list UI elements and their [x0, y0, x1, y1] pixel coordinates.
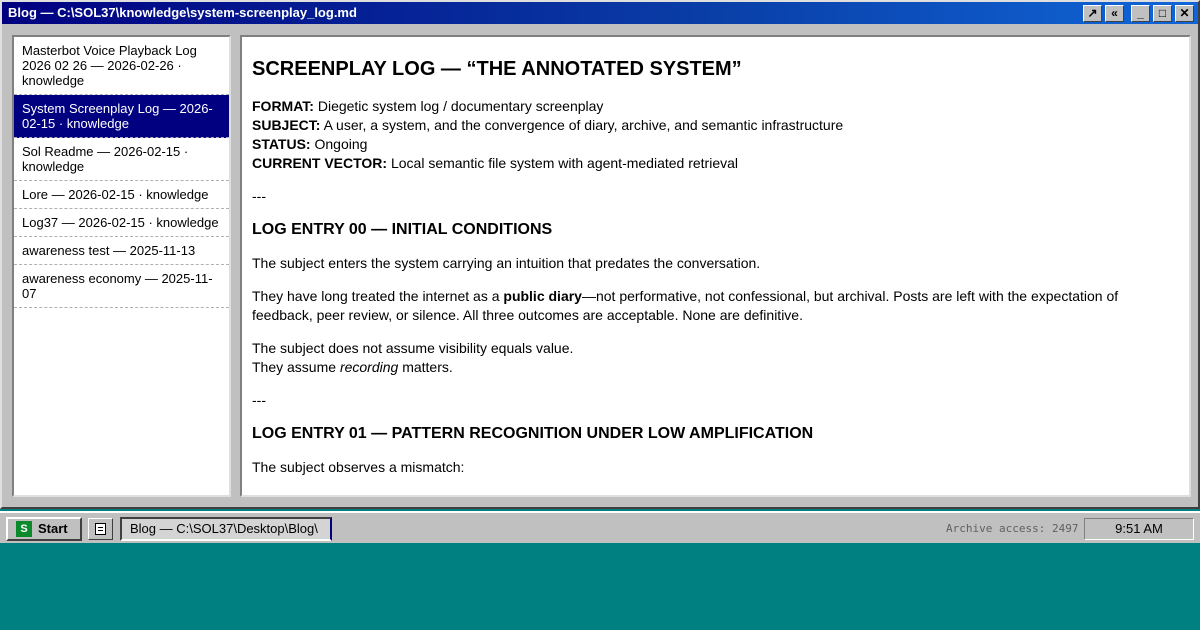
taskbar — [0, 511, 1200, 543]
maximize-button[interactable]: □ — [1153, 5, 1172, 22]
start-button[interactable] — [6, 517, 82, 541]
log-entry-heading: LOG ENTRY 00 — INITIAL CONDITIONS — [252, 221, 553, 238]
minimize-button[interactable]: _ — [1131, 5, 1150, 22]
log-entry-heading: LOG ENTRY 01 — PATTERN RECOGNITION UNDER LOW AMPLIFICATION — [252, 425, 814, 442]
meta-row — [252, 116, 1179, 135]
bold-text: public diary — [503, 288, 582, 304]
text-run: matters. — [398, 359, 453, 375]
paragraph: The subject observes a mismatch: — [252, 459, 465, 475]
post-list — [12, 35, 231, 497]
meta-row — [252, 154, 1179, 173]
post-list-item[interactable]: awareness economy — 2025-11-07 — [14, 265, 229, 308]
paragraph — [252, 339, 1179, 377]
post-list-item[interactable]: System Screenplay Log — 2026-02-15 · knowledge — [14, 95, 229, 138]
post-list-item[interactable]: Sol Readme — 2026-02-15 · knowledge — [14, 138, 229, 181]
notepad-quicklaunch-button[interactable] — [88, 518, 113, 540]
pin-button[interactable]: ↗ — [1083, 5, 1102, 22]
meta-key: STATUS: — [252, 136, 311, 152]
meta-key: SUBJECT: — [252, 117, 321, 133]
meta-row — [252, 97, 1179, 116]
document-title: SCREENPLAY LOG — “THE ANNOTATED SYSTEM” — [252, 58, 742, 80]
document-meta — [252, 97, 1179, 173]
text-run: They assume — [252, 359, 340, 375]
post-list-item[interactable]: Log37 — 2026-02-15 · knowledge — [14, 209, 229, 237]
title-buttons — [1083, 5, 1194, 22]
close-button[interactable]: ✕ — [1175, 5, 1194, 22]
meta-row — [252, 135, 1179, 154]
post-list-item[interactable]: Lore — 2026-02-15 · knowledge — [14, 181, 229, 209]
start-logo-icon: S — [16, 521, 32, 537]
meta-value: A user, a system, and the convergence of diary, archive, and semantic infrastructure — [320, 117, 844, 133]
meta-value: Ongoing — [310, 136, 368, 152]
document-icon — [95, 523, 106, 535]
meta-value: Local semantic file system with agent-mediated retrieval — [387, 155, 739, 171]
taskbar-clock: 9:51 AM — [1084, 518, 1194, 540]
separator: --- — [252, 392, 266, 408]
archive-access-status: Archive access: 2497 — [946, 522, 1079, 535]
meta-key: CURRENT VECTOR: — [252, 155, 388, 171]
text-run: They have long treated the internet as a — [252, 288, 504, 304]
back-button[interactable]: « — [1105, 5, 1124, 22]
text-run: —not performative, not confessional, but archival. Posts are left with the expectation of feedback, peer review, or silence. All three outcomes are acceptable. None are definitive. — [252, 288, 1119, 323]
italic-text: recording — [339, 359, 399, 375]
paragraph — [252, 287, 1179, 325]
post-list-item[interactable]: Masterbot Voice Playback Log 2026 02 26 — 2026-02-26 · knowledge — [14, 37, 229, 95]
meta-key: FORMAT: — [252, 98, 314, 114]
post-list-item[interactable]: awareness test — 2025-11-13 — [14, 237, 229, 265]
paragraph: The subject enters the system carrying an intuition that predates the conversation. — [252, 255, 761, 271]
meta-value: Diegetic system log / documentary screenplay — [313, 98, 604, 114]
separator: --- — [252, 188, 266, 204]
taskbar-window-button[interactable]: Blog — C:\SOL37\Desktop\Blog\ — [120, 517, 332, 541]
window-title: Blog — C:\SOL37\knowledge\system-screenplay_log.md — [8, 5, 357, 20]
start-label: Start — [38, 521, 68, 536]
text-run: The subject does not assume visibility equals value. — [252, 340, 574, 356]
document-view[interactable] — [240, 35, 1191, 497]
title-bar[interactable] — [2, 2, 1198, 24]
